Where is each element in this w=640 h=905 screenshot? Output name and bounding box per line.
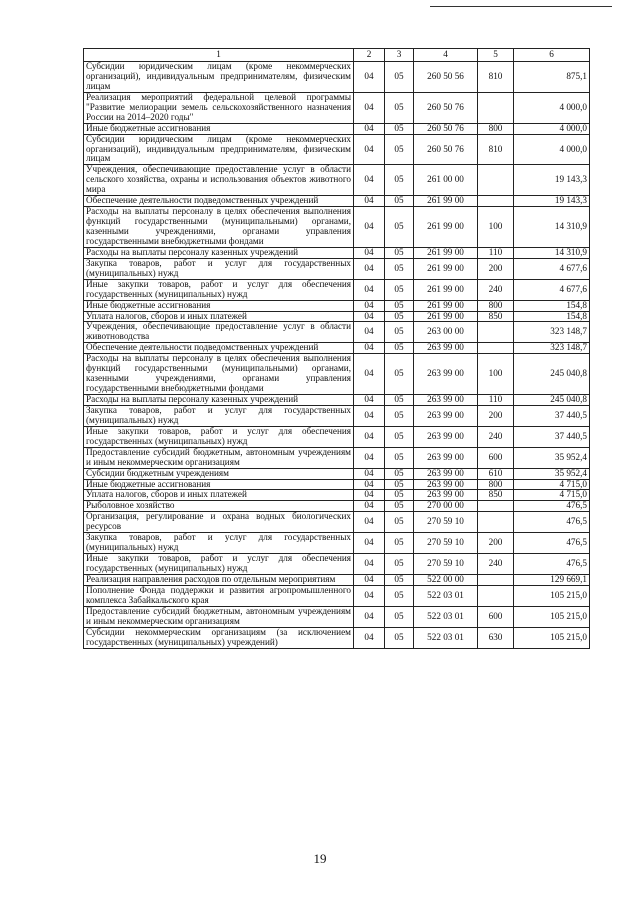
amount-cell: 323 148,7 <box>514 322 590 343</box>
budget-table <box>83 48 590 649</box>
amount-cell: 476,5 <box>514 533 590 554</box>
table-row <box>84 574 590 585</box>
amount-cell: 105 215,0 <box>514 627 590 648</box>
amount-cell: 476,5 <box>514 554 590 575</box>
header-cell: 4 <box>414 49 478 62</box>
section-cell: 04 <box>354 512 385 533</box>
amount-cell: 14 310,9 <box>514 207 590 248</box>
name-cell: Расходы на выплаты персоналу в целях обеспечения выполнения функций государственными (муниципальными) органами, казенными учреждениями, органами управления государственными внебюджетными фондами <box>84 207 354 248</box>
subsection-cell: 05 <box>385 258 414 279</box>
target-article-cell: 260 50 76 <box>414 123 478 134</box>
expense-type-cell <box>478 343 514 354</box>
expense-type-cell: 850 <box>478 311 514 322</box>
name-cell: Иные закупки товаров, работ и услуг для обеспечения государственных (муниципальных) нужд <box>84 554 354 575</box>
amount-cell: 37 440,5 <box>514 405 590 426</box>
table-row <box>84 247 590 258</box>
subsection-cell: 05 <box>385 512 414 533</box>
expense-type-cell <box>478 574 514 585</box>
section-cell: 04 <box>354 322 385 343</box>
table-row <box>84 123 590 134</box>
section-cell: 04 <box>354 606 385 627</box>
name-cell: Иные закупки товаров, работ и услуг для обеспечения государственных (муниципальных) нужд <box>84 279 354 300</box>
name-cell: Закупка товаров, работ и услуг для государственных (муниципальных) нужд <box>84 258 354 279</box>
section-cell: 04 <box>354 123 385 134</box>
subsection-cell: 05 <box>385 585 414 606</box>
amount-cell: 245 040,8 <box>514 395 590 406</box>
expense-type-cell <box>478 585 514 606</box>
name-cell: Расходы на выплаты персоналу казенных учреждений <box>84 395 354 406</box>
expense-type-cell: 800 <box>478 300 514 311</box>
subsection-cell: 05 <box>385 134 414 165</box>
target-article-cell: 260 50 56 <box>414 62 478 93</box>
amount-cell: 154,8 <box>514 300 590 311</box>
header-cell: 1 <box>84 49 354 62</box>
table-row <box>84 395 590 406</box>
target-article-cell: 522 00 00 <box>414 574 478 585</box>
amount-cell: 476,5 <box>514 512 590 533</box>
amount-cell: 35 952,4 <box>514 468 590 479</box>
section-cell: 04 <box>354 62 385 93</box>
section-cell: 04 <box>354 574 385 585</box>
expense-type-cell: 800 <box>478 123 514 134</box>
section-cell: 04 <box>354 426 385 447</box>
table-row <box>84 62 590 93</box>
table-row <box>84 134 590 165</box>
target-article-cell: 270 00 00 <box>414 501 478 512</box>
table-row <box>84 585 590 606</box>
name-cell: Расходы на выплаты персоналу в целях обеспечения выполнения функций государственными (муниципальными) органами, казенными учреждениями, органами управления государственными внебюджетными фондами <box>84 354 354 395</box>
header-cell: 6 <box>514 49 590 62</box>
expense-type-cell: 100 <box>478 207 514 248</box>
table-row <box>84 258 590 279</box>
section-cell: 04 <box>354 258 385 279</box>
table-row <box>84 490 590 501</box>
target-article-cell: 263 99 00 <box>414 479 478 490</box>
expense-type-cell: 110 <box>478 247 514 258</box>
amount-cell: 105 215,0 <box>514 585 590 606</box>
subsection-cell: 05 <box>385 533 414 554</box>
subsection-cell: 05 <box>385 468 414 479</box>
name-cell: Расходы на выплаты персоналу казенных учреждений <box>84 247 354 258</box>
section-cell: 04 <box>354 207 385 248</box>
subsection-cell: 05 <box>385 405 414 426</box>
table-row <box>84 343 590 354</box>
expense-type-cell: 600 <box>478 447 514 468</box>
section-cell: 04 <box>354 447 385 468</box>
target-article-cell: 261 99 00 <box>414 196 478 207</box>
target-article-cell: 263 99 00 <box>414 354 478 395</box>
section-cell: 04 <box>354 343 385 354</box>
name-cell: Уплата налогов, сборов и иных платежей <box>84 311 354 322</box>
subsection-cell: 05 <box>385 343 414 354</box>
expense-type-cell <box>478 501 514 512</box>
expense-type-cell: 200 <box>478 533 514 554</box>
subsection-cell: 05 <box>385 247 414 258</box>
name-cell: Закупка товаров, работ и услуг для государственных (муниципальных) нужд <box>84 533 354 554</box>
expense-type-cell: 810 <box>478 62 514 93</box>
subsection-cell: 05 <box>385 447 414 468</box>
target-article-cell: 263 99 00 <box>414 405 478 426</box>
target-article-cell: 270 59 10 <box>414 512 478 533</box>
section-cell: 04 <box>354 490 385 501</box>
expense-type-cell <box>478 322 514 343</box>
expense-type-cell <box>478 196 514 207</box>
name-cell: Иные бюджетные ассигнования <box>84 479 354 490</box>
target-article-cell: 261 99 00 <box>414 258 478 279</box>
name-cell: Субсидии юридическим лицам (кроме некоммерческих организаций), индивидуальным предпринимателям, физическим лицам <box>84 62 354 93</box>
name-cell: Учреждения, обеспечивающие предоставление услуг в области сельского хозяйства, охраны и использования объектов животного мира <box>84 165 354 196</box>
target-article-cell: 261 00 00 <box>414 165 478 196</box>
subsection-cell: 05 <box>385 627 414 648</box>
target-article-cell: 261 99 00 <box>414 207 478 248</box>
table-header-row <box>84 49 590 62</box>
table-row <box>84 606 590 627</box>
header-cell: 3 <box>385 49 414 62</box>
section-cell: 04 <box>354 165 385 196</box>
expense-type-cell: 810 <box>478 134 514 165</box>
target-article-cell: 261 99 00 <box>414 247 478 258</box>
expense-type-cell <box>478 165 514 196</box>
subsection-cell: 05 <box>385 92 414 123</box>
name-cell: Субсидии бюджетным учреждениям <box>84 468 354 479</box>
table-row <box>84 405 590 426</box>
top-rule <box>430 6 612 7</box>
name-cell: Иные бюджетные ассигнования <box>84 123 354 134</box>
amount-cell: 154,8 <box>514 311 590 322</box>
amount-cell: 4 677,6 <box>514 279 590 300</box>
expense-type-cell: 610 <box>478 468 514 479</box>
section-cell: 04 <box>354 533 385 554</box>
table-row <box>84 92 590 123</box>
section-cell: 04 <box>354 468 385 479</box>
section-cell: 04 <box>354 92 385 123</box>
amount-cell: 245 040,8 <box>514 354 590 395</box>
section-cell: 04 <box>354 311 385 322</box>
table-row <box>84 447 590 468</box>
table-row <box>84 207 590 248</box>
amount-cell: 129 669,1 <box>514 574 590 585</box>
table-row <box>84 322 590 343</box>
page-number: 19 <box>313 851 327 866</box>
target-article-cell: 261 99 00 <box>414 279 478 300</box>
table-row <box>84 196 590 207</box>
table-row <box>84 279 590 300</box>
subsection-cell: 05 <box>385 207 414 248</box>
subsection-cell: 05 <box>385 354 414 395</box>
amount-cell: 19 143,3 <box>514 165 590 196</box>
section-cell: 04 <box>354 247 385 258</box>
name-cell: Иные бюджетные ассигнования <box>84 300 354 311</box>
target-article-cell: 263 99 00 <box>414 395 478 406</box>
expense-type-cell: 240 <box>478 426 514 447</box>
table-row <box>84 426 590 447</box>
name-cell: Предоставление субсидий бюджетным, автономным учреждениям и иным некоммерческим организациям <box>84 447 354 468</box>
target-article-cell: 260 50 76 <box>414 92 478 123</box>
target-article-cell: 522 03 01 <box>414 585 478 606</box>
table-row <box>84 501 590 512</box>
amount-cell: 4 000,0 <box>514 123 590 134</box>
target-article-cell: 270 59 10 <box>414 533 478 554</box>
section-cell: 04 <box>354 405 385 426</box>
amount-cell: 105 215,0 <box>514 606 590 627</box>
table-row <box>84 627 590 648</box>
subsection-cell: 05 <box>385 62 414 93</box>
table-row <box>84 165 590 196</box>
expense-type-cell: 110 <box>478 395 514 406</box>
subsection-cell: 05 <box>385 501 414 512</box>
expense-type-cell: 100 <box>478 354 514 395</box>
target-article-cell: 261 99 00 <box>414 311 478 322</box>
name-cell: Обеспечение деятельности подведомственных учреждений <box>84 196 354 207</box>
header-cell: 2 <box>354 49 385 62</box>
subsection-cell: 05 <box>385 279 414 300</box>
expense-type-cell <box>478 92 514 123</box>
table-row <box>84 512 590 533</box>
amount-cell: 19 143,3 <box>514 196 590 207</box>
amount-cell: 476,5 <box>514 501 590 512</box>
expense-type-cell <box>478 512 514 533</box>
section-cell: 04 <box>354 585 385 606</box>
table-row <box>84 468 590 479</box>
target-article-cell: 261 99 00 <box>414 300 478 311</box>
subsection-cell: 05 <box>385 123 414 134</box>
subsection-cell: 05 <box>385 426 414 447</box>
subsection-cell: 05 <box>385 490 414 501</box>
target-article-cell: 263 99 00 <box>414 468 478 479</box>
name-cell: Реализация направления расходов по отдельным мероприятиям <box>84 574 354 585</box>
section-cell: 04 <box>354 501 385 512</box>
expense-type-cell: 800 <box>478 479 514 490</box>
amount-cell: 35 952,4 <box>514 447 590 468</box>
table-row <box>84 533 590 554</box>
section-cell: 04 <box>354 627 385 648</box>
target-article-cell: 522 03 01 <box>414 627 478 648</box>
name-cell: Обеспечение деятельности подведомственных учреждений <box>84 343 354 354</box>
table-row <box>84 354 590 395</box>
amount-cell: 875,1 <box>514 62 590 93</box>
expense-type-cell: 240 <box>478 554 514 575</box>
target-article-cell: 263 99 00 <box>414 447 478 468</box>
subsection-cell: 05 <box>385 300 414 311</box>
name-cell: Закупка товаров, работ и услуг для государственных (муниципальных) нужд <box>84 405 354 426</box>
name-cell: Субсидии некоммерческим организациям (за исключением государственных (муниципальных) учреждений) <box>84 627 354 648</box>
subsection-cell: 05 <box>385 606 414 627</box>
name-cell: Предоставление субсидий бюджетным, автономным учреждениям и иным некоммерческим организациям <box>84 606 354 627</box>
expense-type-cell: 630 <box>478 627 514 648</box>
name-cell: Рыболовное хозяйство <box>84 501 354 512</box>
table-row <box>84 300 590 311</box>
amount-cell: 4 715,0 <box>514 479 590 490</box>
target-article-cell: 522 03 01 <box>414 606 478 627</box>
name-cell: Реализация мероприятий федеральной целевой программы "Развитие мелиорации земель сельскохозяйственного назначения России на 2014–2020 годы" <box>84 92 354 123</box>
amount-cell: 4 000,0 <box>514 134 590 165</box>
name-cell: Учреждения, обеспечивающие предоставление услуг в области животноводства <box>84 322 354 343</box>
name-cell: Уплата налогов, сборов и иных платежей <box>84 490 354 501</box>
section-cell: 04 <box>354 300 385 311</box>
amount-cell: 4 715,0 <box>514 490 590 501</box>
subsection-cell: 05 <box>385 311 414 322</box>
subsection-cell: 05 <box>385 554 414 575</box>
target-article-cell: 270 59 10 <box>414 554 478 575</box>
subsection-cell: 05 <box>385 322 414 343</box>
section-cell: 04 <box>354 279 385 300</box>
section-cell: 04 <box>354 354 385 395</box>
expense-type-cell: 200 <box>478 258 514 279</box>
subsection-cell: 05 <box>385 395 414 406</box>
expense-type-cell: 600 <box>478 606 514 627</box>
target-article-cell: 263 00 00 <box>414 322 478 343</box>
expense-type-cell: 850 <box>478 490 514 501</box>
name-cell: Пополнение Фонда поддержки и развития агропромышленного комплекса Забайкальского края <box>84 585 354 606</box>
expense-type-cell: 240 <box>478 279 514 300</box>
subsection-cell: 05 <box>385 574 414 585</box>
target-article-cell: 263 99 00 <box>414 343 478 354</box>
name-cell: Иные закупки товаров, работ и услуг для обеспечения государственных (муниципальных) нужд <box>84 426 354 447</box>
target-article-cell: 260 50 76 <box>414 134 478 165</box>
amount-cell: 4 000,0 <box>514 92 590 123</box>
target-article-cell: 263 99 00 <box>414 490 478 501</box>
section-cell: 04 <box>354 395 385 406</box>
section-cell: 04 <box>354 134 385 165</box>
amount-cell: 37 440,5 <box>514 426 590 447</box>
name-cell: Субсидии юридическим лицам (кроме некоммерческих организаций), индивидуальным предпринимателям, физическим лицам <box>84 134 354 165</box>
subsection-cell: 05 <box>385 479 414 490</box>
subsection-cell: 05 <box>385 196 414 207</box>
section-cell: 04 <box>354 554 385 575</box>
section-cell: 04 <box>354 479 385 490</box>
amount-cell: 323 148,7 <box>514 343 590 354</box>
subsection-cell: 05 <box>385 165 414 196</box>
expense-type-cell: 200 <box>478 405 514 426</box>
amount-cell: 4 677,6 <box>514 258 590 279</box>
header-cell: 5 <box>478 49 514 62</box>
table-row <box>84 479 590 490</box>
amount-cell: 14 310,9 <box>514 247 590 258</box>
table-row <box>84 311 590 322</box>
target-article-cell: 263 99 00 <box>414 426 478 447</box>
section-cell: 04 <box>354 196 385 207</box>
table-row <box>84 554 590 575</box>
name-cell: Организация, регулирование и охрана водных биологических ресурсов <box>84 512 354 533</box>
